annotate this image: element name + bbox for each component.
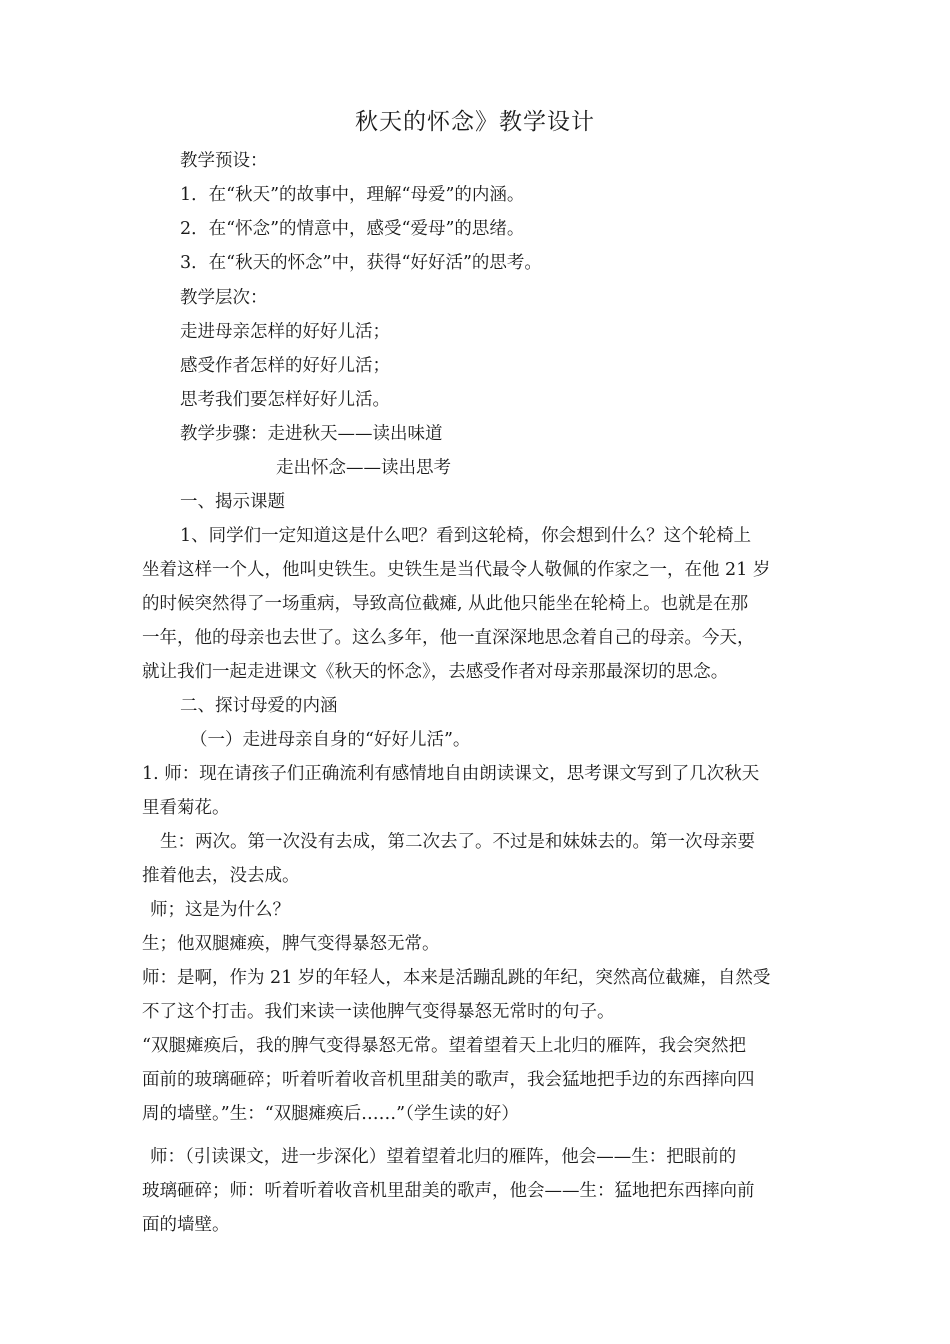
paragraph-line: 生；他双腿瘫痪，脾气变得暴怒无常。: [142, 934, 440, 954]
section-label-levels: 教学层次：: [180, 288, 268, 308]
heading-2: 二、探讨母爱的内涵: [180, 696, 338, 716]
preset-item: 3．在“秋天的怀念”中，获得“好好活”的思考。: [180, 253, 542, 273]
paragraph-line: 玻璃砸碎；师：听着听着收音机里甜美的歌声，他会——生：猛地把东西摔向前: [142, 1181, 755, 1201]
level-item: 走进母亲怎样的好好儿活；: [180, 322, 390, 342]
paragraph-line: 师；这是为什么？: [150, 900, 290, 920]
level-item: 思考我们要怎样好好儿活。: [180, 390, 390, 410]
paragraph-line: 师：是啊，作为 21 岁的年轻人，本来是活蹦乱跳的年纪，突然高位截瘫，自然受: [142, 968, 771, 988]
quote-line: 周的墙壁。”生：“双腿瘫痪后……”（学生读的好）: [142, 1104, 519, 1124]
level-item: 感受作者怎样的好好儿活；: [180, 356, 390, 376]
paragraph-line: 师：（引读课文，进一步深化）望着望着北归的雁阵，他会——生：把眼前的: [150, 1147, 737, 1167]
paragraph-line: 面的墙壁。: [142, 1215, 230, 1235]
paragraph-line: 不了这个打击。我们来读一读他脾气变得暴怒无常时的句子。: [142, 1002, 615, 1022]
paragraph-line: 生：两次。第一次没有去成，第二次去了。不过是和妹妹去的。第一次母亲要: [160, 832, 755, 852]
section-label-steps: 教学步骤：走进秋天——读出味道: [180, 424, 443, 444]
subheading: （一）走进母亲自身的“好好儿活”。: [190, 730, 471, 750]
paragraph-line: 的时候突然得了一场重病，导致高位截瘫, 从此他只能坐在轮椅上。也就是在那: [142, 594, 749, 614]
paragraph-line: 1、同学们一定知道这是什么吧？看到这轮椅，你会想到什么？这个轮椅上: [180, 526, 752, 546]
quote-line: “双腿瘫痪后，我的脾气变得暴怒无常。望着望着天上北归的雁阵，我会突然把: [142, 1036, 746, 1056]
paragraph-line: 1. 师：现在请孩子们正确流利有感情地自由朗读课文，思考课文写到了几次秋天: [142, 764, 760, 784]
heading-1: 一、揭示课题: [180, 492, 285, 512]
preset-item: 2．在“怀念”的情意中，感受“爱母”的思绪。: [180, 219, 525, 239]
step-item: 走出怀念——读出思考: [276, 458, 451, 478]
paragraph-line: 就让我们一起走进课文《秋天的怀念》，去感受作者对母亲那最深切的思念。: [142, 662, 729, 682]
quote-line: 面前的玻璃砸碎；听着听着收音机里甜美的歌声，我会猛地把手边的东西摔向四: [142, 1070, 755, 1090]
paragraph-line: 一年，他的母亲也去世了。这么多年，他一直深深地思念着自己的母亲。今天，: [142, 628, 755, 648]
document-title: 秋天的怀念》教学设计: [355, 109, 595, 135]
section-label-presets: 教学预设：: [180, 151, 268, 171]
paragraph-line: 里看菊花。: [142, 798, 230, 818]
paragraph-line: 推着他去，没去成。: [142, 866, 300, 886]
paragraph-line: 坐着这样一个人，他叫史铁生。史铁生是当代最令人敬佩的作家之一，在他 21 岁: [142, 560, 771, 580]
preset-item: 1．在“秋天”的故事中，理解“母爱”的内涵。: [180, 185, 525, 205]
